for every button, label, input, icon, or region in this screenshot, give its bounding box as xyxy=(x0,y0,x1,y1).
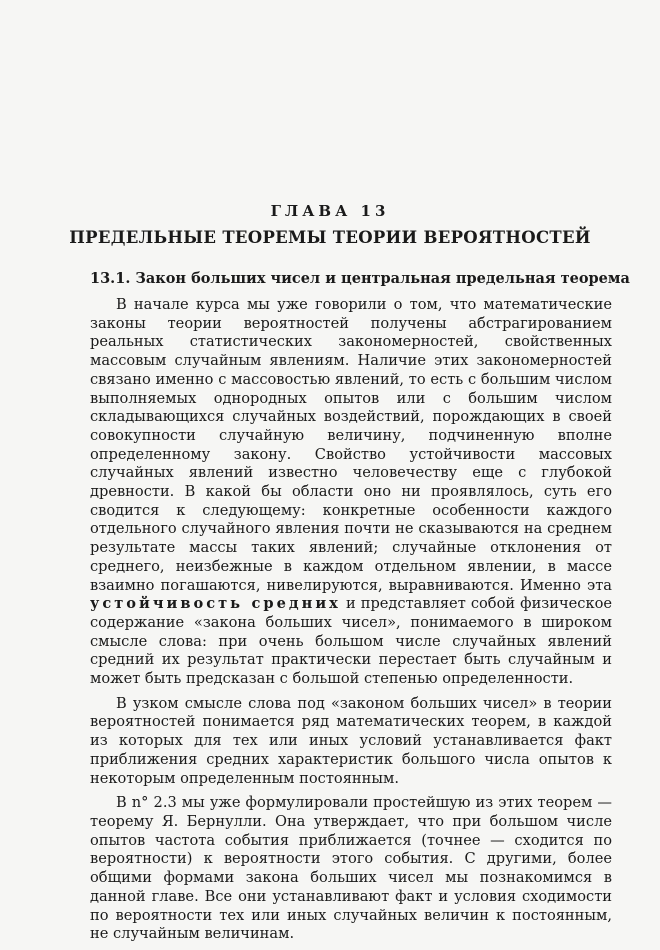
paragraph-1-emphasis: устойчивость средних xyxy=(90,595,341,613)
paragraph-2: В узком смысле слова под «законом больших чисел» в теории вероятностей понимается ряд математических теорем, в каждой из которых для тех или иных условий устанавливается факт приближения средних характеристик большого числа опытов к некоторым определенным постоянным. xyxy=(90,694,612,787)
chapter-title: ПРЕДЕЛЬНЫЕ ТЕОРЕМЫ ТЕОРИИ ВЕРОЯТНОСТЕЙ xyxy=(69,228,591,247)
paragraph-1-text-end: и представляет собой физическое содержание «закона больших чисел», понимаемого в широком смысле слова: при очень большом числе случайных явлений средний их результат практически перестает быть случайным и может быть предсказан с большой степенью определенности. xyxy=(90,595,612,688)
paragraph-3: В n° 2.3 мы уже формулировали простейшую из этих теорем — теорему Я. Бернулли. Она утверждает, что при большом числе опытов частота события приближается (точнее — сходится по вероятности) к вероятности этого события. С другими, более общими формами закона больших чисел мы познакомимся в данной главе. Все они устанавливают факт и условия сходимости по вероятности тех или иных случайных величин к постоянным, не случайным величинам. xyxy=(90,794,612,943)
section-heading: 13.1. Закон больших чисел и центральная предельная теорема xyxy=(90,270,630,287)
chapter-number: ГЛАВА 13 xyxy=(270,202,390,220)
paragraph-1-text-start: В начале курса мы уже говорили о том, что математические законы теории вероятностей получены абстрагированием реальных статистических закономерностей, свойственных массовым случайным явлениям. Наличие этих закономерностей связано именно с массовостью явлений, то есть с большим числом выполняемых однородных опытов или с большим числом складывающихся случайных воздействий, порождающих в своей совокупности случайную величину, подчиненную вполне определенному закону. Свойство устойчивости массовых случайных явлений известно человечеству еще с глубокой древности. В какой бы области оно ни проявлялось, суть его сводится к следующему: конкретные особенности каждого отдельного случайного явления почти не сказываются на среднем результате массы таких явлений; случайные отклонения от среднего, неизбежные в каждом отдельном явлении, в массе взаимно погашаются, нивелируются, выравниваются. Именно эта xyxy=(90,296,612,594)
body-text xyxy=(90,296,612,944)
paragraph-1 xyxy=(90,296,612,689)
